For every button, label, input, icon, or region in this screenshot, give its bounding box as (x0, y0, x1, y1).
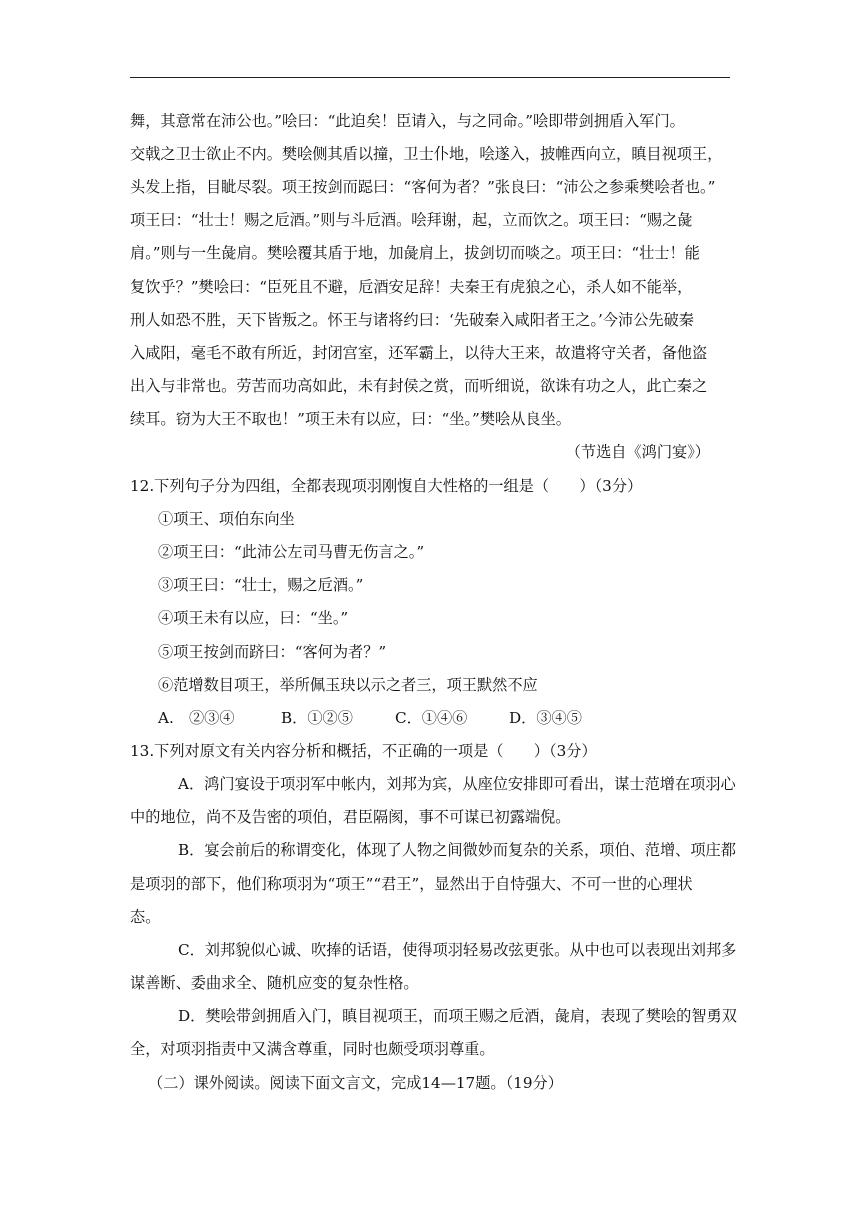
question-12-options (158, 707, 582, 729)
question-13-option-line: D．樊哙带剑拥盾入门，瞋目视项王，而项王赐之卮酒，彘肩，表现了樊哙的智勇双 (178, 1007, 737, 1025)
question-12-item: ③项王曰：“壮士，赐之卮酒。” (158, 576, 364, 594)
question-13-stem: 13.下列对原文有关内容分析和概括，不正确的一项是（ ）（3分） (130, 742, 597, 760)
question-13-option-line: 是项羽的部下，他们称项羽为“项王”“君王”，显然出于自恃强大、不可一世的心理状 (130, 875, 693, 893)
passage-line: 肩。”则与一生彘肩。樊哙覆其盾于地，加彘肩上，拔剑切而啖之。项王曰：“壮士！能 (130, 244, 700, 262)
question-13-option-line: C．刘邦貌似心诚、吹捧的话语，使得项羽轻易改弦更张。从中也可以表现出刘邦多 (178, 941, 737, 959)
question-13-option-line: 中的地位，尚不及告密的项伯，君臣隔阂，事不可谋已初露端倪。 (130, 808, 571, 826)
passage-line: 复饮乎？”樊哙曰：“臣死且不避，卮酒安足辞！夫秦王有虎狼之心，杀人如不能举， (130, 278, 693, 296)
passage-line: 刑人如恐不胜，天下皆叛之。怀王与诸将约曰：‘先破秦入咸阳者王之。’今沛公先破秦 (130, 311, 694, 329)
question-12-stem: 12.下列句子分为四组，全都表现项羽刚愎自大性格的一组是（ ）（3分） (130, 477, 643, 495)
question-13-option-line: B．宴会前后的称谓变化，体现了人物之间微妙而复杂的关系，项伯、范增、项庄都 (178, 841, 736, 859)
section-heading: （二）课外阅读。阅读下面文言文，完成14—17题。（19分） (148, 1074, 563, 1092)
option-b: B．①②⑤ (281, 709, 353, 727)
option-a: A. ②③④ (158, 709, 235, 727)
passage-source: （节选自《鸿门宴》） (565, 443, 710, 461)
passage-line: 出入与非常也。劳苦而功高如此，未有封侯之赏，而听细说，欲诛有功之人，此亡秦之 (130, 377, 708, 395)
question-13-option-line: A．鸿门宴设于项羽军中帐内，刘邦为宾，从座位安排即可看出，谋士范增在项羽心 (178, 775, 736, 793)
header-rule (130, 77, 730, 78)
passage-line: 项王曰：“壮士！赐之卮酒。”则与斗卮酒。哙拜谢，起，立而饮之。项王曰：“赐之彘 (130, 211, 693, 229)
passage-line: 续耳。窃为大王不取也！”项王未有以应，曰：“坐。”樊哙从良坐。 (130, 410, 571, 428)
question-12-item: ④项王未有以应，曰：“坐。” (158, 609, 349, 627)
question-13-option-line: 全，对项羽指责中又满含尊重，同时也颇受项羽尊重。 (130, 1040, 495, 1058)
option-c: C．①④⑥ (395, 709, 468, 727)
question-13-option-line: 态。 (130, 908, 161, 926)
question-12-item: ①项王、项伯东向坐 (158, 510, 295, 528)
question-12-item: ②项王曰：“此沛公左司马曹无伤言之。” (158, 543, 425, 561)
passage-line: 入咸阳，毫毛不敢有所近，封闭宫室，还军霸上，以待大王来，故遣将守关者，备他盗 (130, 344, 708, 362)
passage-line: 交戟之卫士欲止不内。樊哙侧其盾以撞，卫士仆地，哙遂入，披帷西向立，瞋目视项王， (130, 145, 723, 163)
question-13-option-line: 谋善断、委曲求全、随机应变的复杂性格。 (130, 974, 419, 992)
passage-line: 舞，其意常在沛公也。”哙曰：“此迫矣！臣请入，与之同命。”哙即带剑拥盾入军门。 (130, 112, 685, 130)
question-12-item: ⑤项王按剑而跻曰：“客何为者？” (158, 643, 387, 661)
question-12-item: ⑥范增数目项王，举所佩玉玦以示之者三，项王默然不应 (158, 676, 538, 694)
passage-line: 头发上指，目眦尽裂。项王按剑而跽曰：“客何为者？”张良曰：“沛公之参乘樊哙者也。” (130, 178, 716, 196)
option-d: D．③④⑤ (509, 709, 582, 727)
